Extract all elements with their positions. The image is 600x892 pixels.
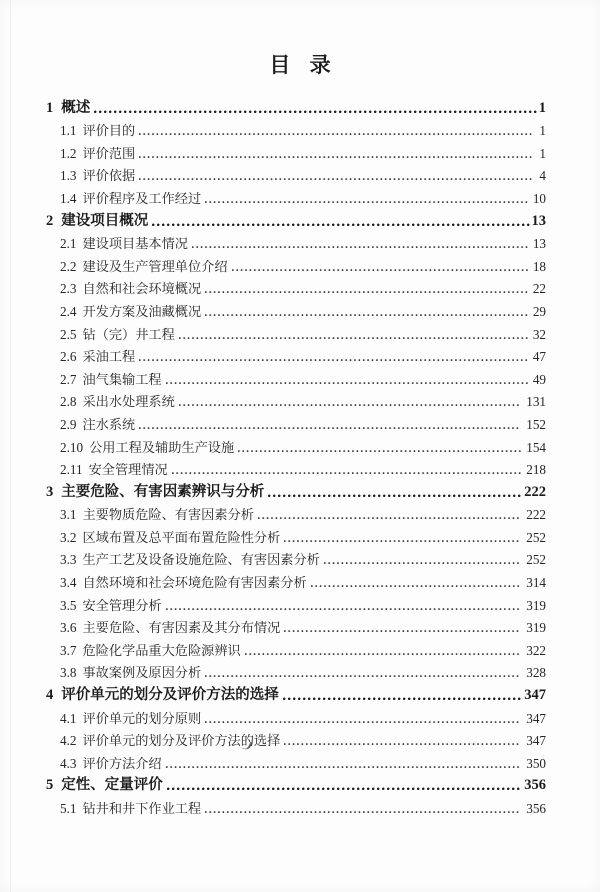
toc-entry-label: 建设项目基本情况 [82, 236, 188, 252]
dot-leader [178, 402, 521, 407]
dot-leader [204, 289, 528, 294]
dot-leader [283, 538, 521, 543]
toc-row [46, 389, 546, 412]
toc-entry-number: 2.6 [60, 349, 77, 365]
toc-entry-page-number: 222 [526, 507, 546, 523]
dot-leader [191, 244, 528, 249]
toc-entry-label: 开发方案及油藏概况 [82, 303, 202, 319]
dot-leader [257, 515, 521, 520]
toc-entry-label: 公用工程及辅助生产设施 [89, 439, 235, 455]
toc-entry-page-number: 319 [526, 620, 546, 636]
toc-entry-number: 2.4 [60, 303, 77, 319]
toc-entry-number: 3.2 [60, 529, 77, 545]
toc-entry-page-number: 319 [526, 597, 546, 613]
toc-entry-number: 1 [46, 99, 54, 116]
toc-entry-page-number: 29 [532, 303, 546, 319]
toc-entry-label: 主要物质危险、有害因素分析 [82, 507, 254, 523]
dot-leader [93, 109, 537, 114]
dot-leader [204, 199, 528, 204]
toc-entry-page-number: 49 [532, 371, 546, 387]
toc-entry-number: 2.3 [60, 281, 77, 297]
toc-entry-label: 事故案例及原因分析 [82, 665, 202, 681]
toc-entry-label: 评价方法介绍 [82, 755, 162, 771]
toc-entry-label: 主要危险、有害因素及其分布情况 [82, 620, 281, 636]
toc-entry-label: 区域布置及总平面布置危险性分析 [82, 529, 281, 545]
toc-entry-label: 建设及生产管理单位介绍 [82, 258, 228, 274]
toc-row [46, 321, 546, 344]
toc-entry-page-number: 13 [531, 212, 546, 229]
dot-leader [151, 222, 529, 227]
toc-entry-label: 评价单元的划分及评价方法的选择 [61, 687, 279, 704]
toc-entry-label: 评价目的 [82, 123, 136, 139]
toc-entry-number: 2.9 [60, 416, 77, 432]
toc-row [46, 344, 546, 367]
toc-row [46, 185, 546, 208]
toc-entry-number: 3.7 [60, 642, 77, 658]
dot-leader [165, 764, 522, 769]
toc-entry-page-number: 218 [526, 462, 546, 478]
toc-row [46, 705, 546, 728]
toc-entry-number: 2.7 [60, 371, 77, 387]
dot-leader [204, 719, 521, 724]
toc-entry-label: 评价范围 [82, 145, 136, 161]
page-fold-line [10, 0, 11, 892]
toc-row [46, 569, 546, 592]
toc-entry-number: 4.1 [60, 710, 77, 726]
toc-entry-label: 主要危险、有害因素辨识与分析 [61, 483, 265, 500]
toc-entry-number: 1.1 [60, 123, 77, 139]
toc-entry-page-number: 1 [539, 123, 546, 139]
toc-entry-number: 2.2 [60, 258, 77, 274]
toc-entry-page-number: 131 [526, 394, 546, 410]
toc-row [46, 298, 546, 321]
dot-leader [165, 380, 528, 385]
toc-entry-label: 建设项目概况 [61, 212, 149, 229]
toc-entry-label: 采出水处理系统 [82, 394, 175, 410]
toc-entry-label: 钻（完）井工程 [82, 326, 175, 342]
toc-row [46, 253, 546, 276]
toc-entry-page-number: 322 [526, 642, 546, 658]
toc-entry-number: 3.8 [60, 665, 77, 681]
toc-entry-page-number: 252 [526, 529, 546, 545]
dot-leader [138, 425, 521, 430]
toc-entry-page-number: 356 [524, 777, 546, 794]
toc-entry-number: 3.1 [60, 507, 77, 523]
toc-entry-label: 安全管理分析 [82, 597, 162, 613]
dot-leader [204, 312, 528, 317]
dot-leader [267, 493, 522, 498]
toc-row [46, 773, 546, 796]
toc-row [46, 366, 546, 389]
toc-entry-page-number: 252 [526, 552, 546, 568]
toc-entry-number: 3.3 [60, 552, 77, 568]
toc-entry-label: 自然和社会环境概况 [82, 281, 202, 297]
toc-entry-label: 注水系统 [82, 416, 136, 432]
toc-entry-page-number: 356 [526, 801, 546, 816]
toc-entry-label: 采油工程 [82, 349, 136, 365]
toc-entry-page-number: 1 [539, 145, 546, 161]
toc-entry-page-number: 13 [532, 236, 546, 252]
toc-entry-page-number: 4 [539, 168, 546, 184]
toc-row [46, 750, 546, 773]
toc-row [46, 524, 546, 547]
toc-entry-number: 3.6 [60, 620, 77, 636]
toc-entry-label: 评价依据 [82, 168, 136, 184]
toc-row [46, 457, 546, 480]
toc-entry-number: 2.10 [60, 439, 84, 455]
toc-entry-label: 评价单元的划分及评价方法的选择 [82, 733, 281, 749]
dot-leader [204, 809, 521, 814]
toc-row [46, 592, 546, 615]
toc-row [46, 95, 546, 118]
toc-row [46, 231, 546, 254]
toc-entry-page-number: 222 [524, 483, 546, 500]
toc-row [46, 411, 546, 434]
toc-entry-label: 生产工艺及设备设施危险、有害因素分析 [82, 552, 320, 568]
toc-entry-label: 定性、定量评价 [61, 777, 163, 794]
dot-leader [231, 267, 528, 272]
toc-entry-page-number: 152 [526, 416, 546, 432]
toc-entry-number: 1.4 [60, 190, 77, 206]
toc-row [46, 208, 546, 231]
toc-entry-number: 1.3 [60, 168, 77, 184]
toc-row [46, 140, 546, 163]
toc-row [46, 682, 546, 705]
toc-entry-label: 概述 [61, 99, 91, 116]
toc-entry-label: 评价程序及工作经过 [82, 190, 202, 206]
dot-leader [138, 131, 534, 136]
toc-row [46, 728, 546, 751]
toc-entry-number: 3.5 [60, 597, 77, 613]
dot-leader [171, 470, 522, 475]
toc-entry-page-number: 154 [526, 439, 546, 455]
dot-leader [283, 741, 521, 746]
toc-entry-page-number: 328 [526, 665, 546, 681]
toc-entry-page-number: 1 [538, 99, 546, 116]
toc-entry-label: 自然环境和社会环境危险有害因素分析 [82, 575, 307, 591]
toc-entry-number: 2.11 [60, 462, 83, 478]
toc-entry-label: 危险化学品重大危险源辨识 [82, 642, 241, 658]
toc-entry-number: 2 [46, 212, 54, 229]
toc-row [46, 118, 546, 141]
dot-leader [282, 696, 523, 701]
toc-entry-number: 2.1 [60, 236, 77, 252]
toc-entry-number: 4.2 [60, 733, 77, 749]
toc-entry-page-number: 347 [524, 687, 546, 704]
toc-entry-number: 5.1 [60, 801, 77, 816]
toc-row [46, 479, 546, 502]
toc-entry-page-number: 314 [526, 575, 546, 591]
toc-entry-number: 2.5 [60, 326, 77, 342]
toc-entry-page-number: 347 [526, 710, 546, 726]
toc-entry-number: 2.8 [60, 394, 77, 410]
toc-entry-page-number: 10 [532, 190, 546, 206]
toc-entry-number: 3.4 [60, 575, 77, 591]
dot-leader [165, 606, 522, 611]
toc-entry-page-number: 32 [532, 326, 546, 342]
dot-leader [323, 560, 521, 565]
toc-entry-number: 4.3 [60, 755, 77, 771]
dot-leader [178, 335, 528, 340]
toc-entry-page-number: 22 [532, 281, 546, 297]
dot-leader [283, 628, 521, 633]
dot-leader [204, 673, 521, 678]
toc-entry-page-number: 18 [532, 258, 546, 274]
toc-row [46, 276, 546, 299]
dot-leader [138, 154, 534, 159]
toc-row [46, 660, 546, 683]
dot-leader [138, 176, 534, 181]
toc-entry-label: 钻井和井下作业工程 [82, 801, 202, 816]
toc-row [46, 615, 546, 638]
toc-row [46, 547, 546, 570]
toc-entry-number: 5 [46, 777, 54, 794]
dot-leader [310, 583, 522, 588]
toc-entry-number: 3 [46, 483, 54, 500]
toc-entry-page-number: 47 [532, 349, 546, 365]
toc-entry-number: 1.2 [60, 145, 77, 161]
toc-entry-label: 安全管理情况 [88, 462, 168, 478]
toc-entry-label: 评价单元的划分原则 [82, 710, 202, 726]
toc-title: 目 录 [269, 53, 338, 77]
toc-entry-page-number: 347 [526, 733, 546, 749]
dot-leader [166, 786, 523, 791]
dot-leader [244, 651, 521, 656]
table-of-contents [0, 95, 600, 818]
dot-leader [138, 357, 528, 362]
dot-leader [237, 448, 521, 453]
toc-row [46, 795, 546, 818]
toc-entry-label: 油气集输工程 [82, 371, 162, 387]
toc-row [46, 637, 546, 660]
toc-entry-number: 4 [46, 687, 54, 704]
toc-row [46, 163, 546, 186]
toc-row [46, 434, 546, 457]
toc-row [46, 502, 546, 525]
toc-entry-page-number: 350 [526, 755, 546, 771]
